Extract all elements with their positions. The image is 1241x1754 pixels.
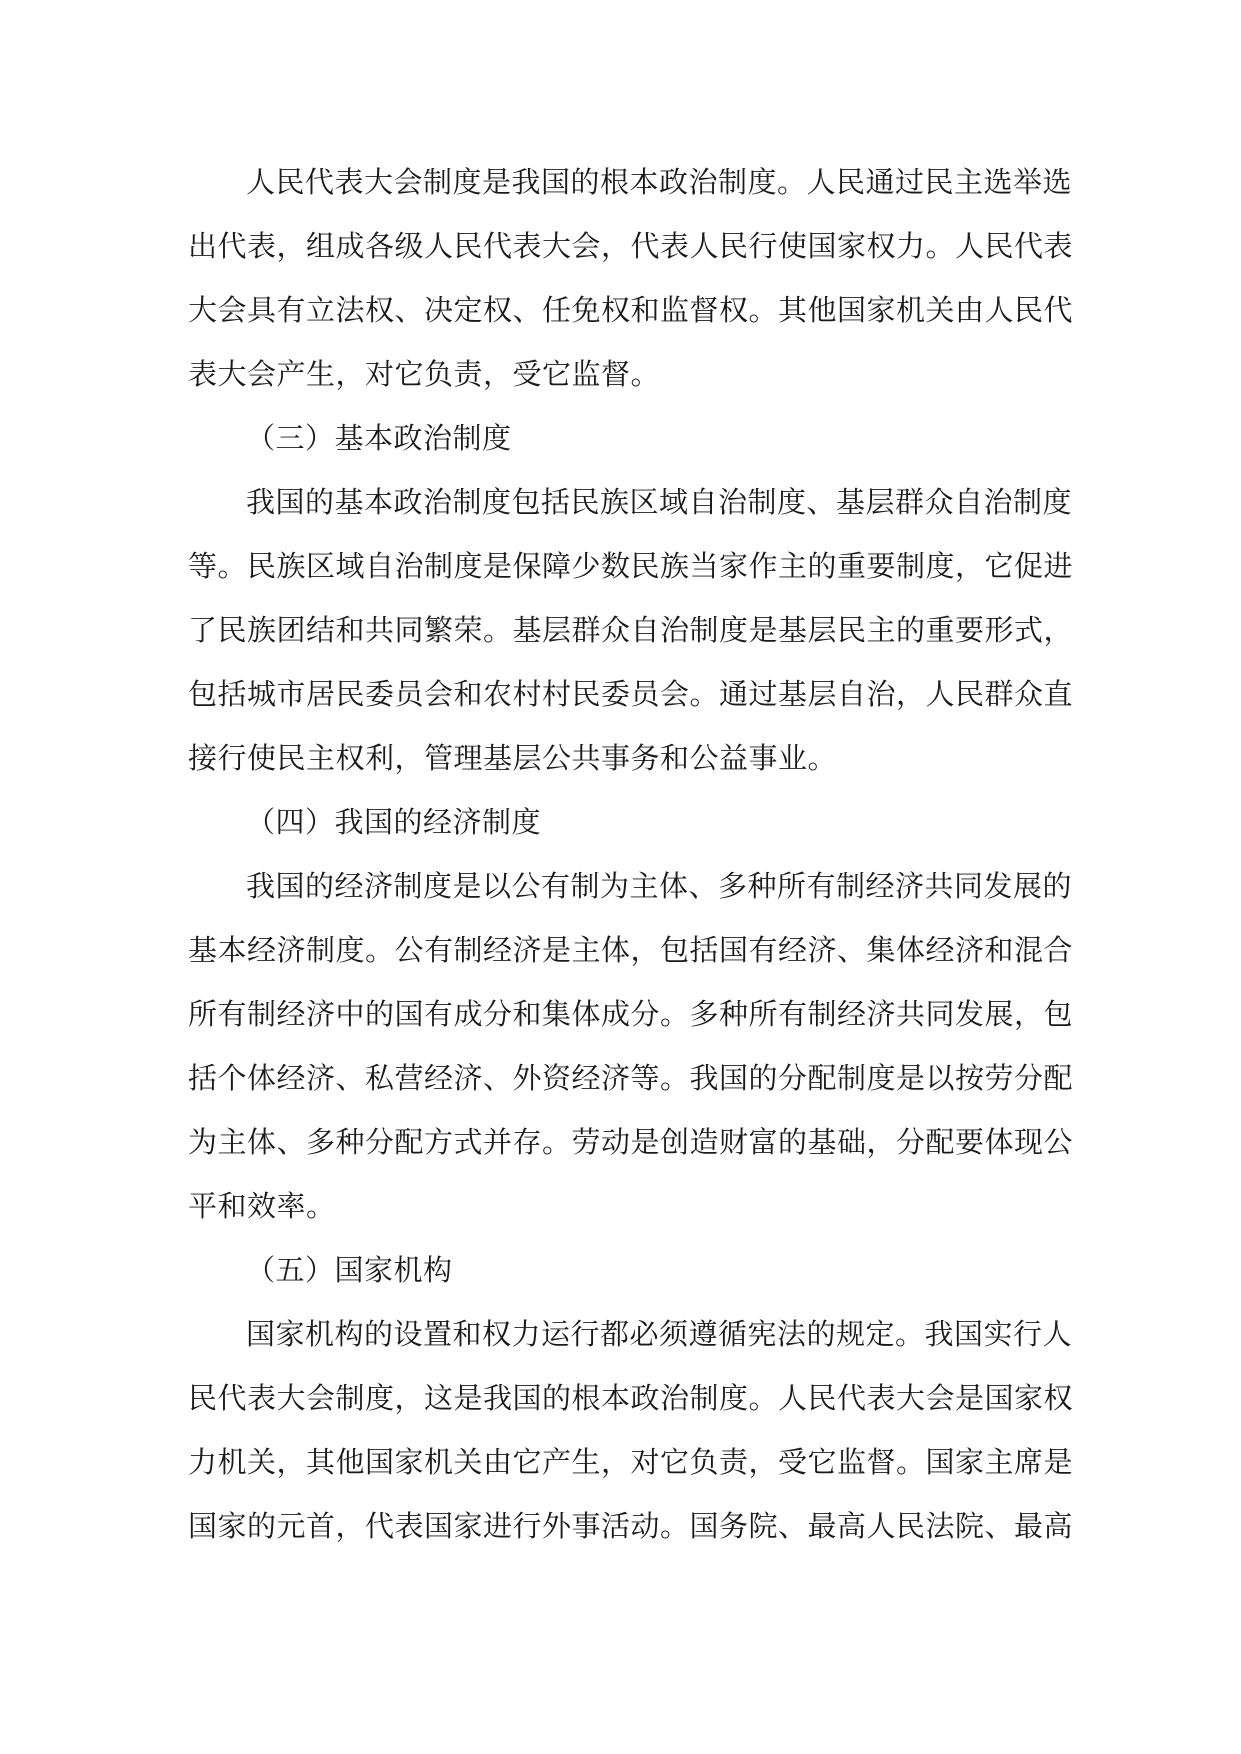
document-body	[188, 160, 1074, 1568]
section-heading: （五）国家机构	[246, 1253, 453, 1287]
paragraph-line: 括个体经济、私营经济、外资经济等。我国的分配制度是以按劳分配	[188, 1061, 1074, 1095]
section-heading: （三）基本政治制度	[246, 421, 512, 455]
paragraph-line: 平和效率。	[188, 1189, 336, 1223]
paragraph-line: 大会具有立法权、决定权、任免权和监督权。其他国家机关由人民代	[188, 293, 1074, 327]
paragraph-line: 国家的元首，代表国家进行外事活动。国务院、最高人民法院、最高	[188, 1509, 1074, 1543]
paragraph-line: 表大会产生，对它负责，受它监督。	[188, 357, 661, 391]
paragraph-line: 国家机构的设置和权力运行都必须遵循宪法的规定。我国实行人	[246, 1317, 1073, 1351]
paragraph-line: 出代表，组成各级人民代表大会，代表人民行使国家权力。人民代表	[188, 229, 1074, 263]
paragraph-line: 我国的经济制度是以公有制为主体、多种所有制经济共同发展的	[246, 869, 1073, 903]
paragraph-line: 基本经济制度。公有制经济是主体，包括国有经济、集体经济和混合	[188, 933, 1074, 967]
paragraph-line: 等。民族区域自治制度是保障少数民族当家作主的重要制度，它促进	[188, 549, 1074, 583]
paragraph-line: 我国的基本政治制度包括民族区域自治制度、基层群众自治制度	[246, 485, 1073, 519]
paragraph-line: 了民族团结和共同繁荣。基层群众自治制度是基层民主的重要形式，	[188, 613, 1074, 647]
paragraph-line: 包括城市居民委员会和农村村民委员会。通过基层自治，人民群众直	[188, 677, 1074, 711]
paragraph-line: 民代表大会制度，这是我国的根本政治制度。人民代表大会是国家权	[188, 1381, 1074, 1415]
paragraph-line: 人民代表大会制度是我国的根本政治制度。人民通过民主选举选	[246, 165, 1073, 199]
section-heading: （四）我国的经济制度	[246, 805, 542, 839]
paragraph-line: 为主体、多种分配方式并存。劳动是创造财富的基础，分配要体现公	[188, 1125, 1074, 1159]
paragraph-line: 所有制经济中的国有成分和集体成分。多种所有制经济共同发展，包	[188, 997, 1074, 1031]
paragraph-line: 力机关，其他国家机关由它产生，对它负责，受它监督。国家主席是	[188, 1445, 1074, 1479]
paragraph-line: 接行使民主权利，管理基层公共事务和公益事业。	[188, 741, 838, 775]
